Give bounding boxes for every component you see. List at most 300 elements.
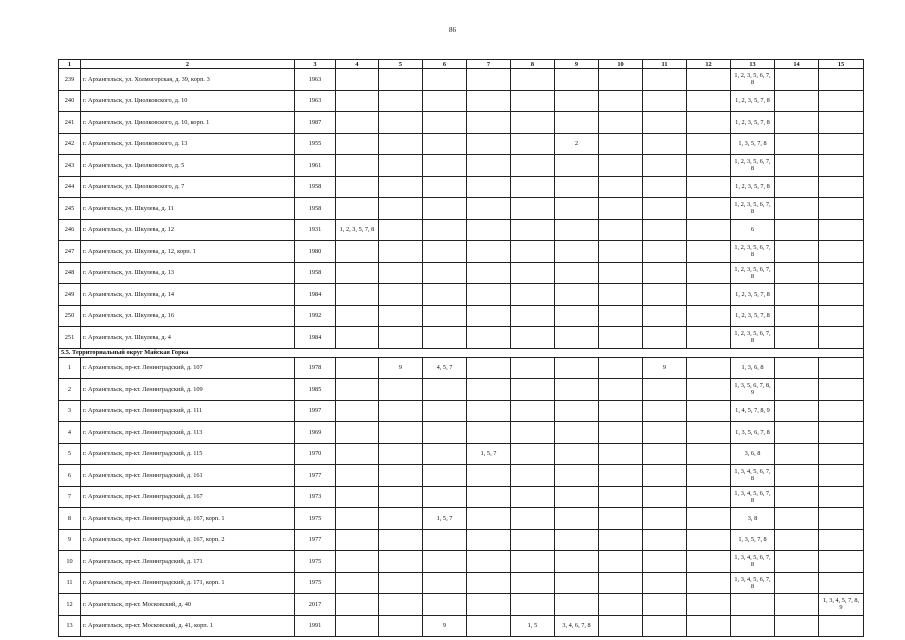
table-cell — [643, 400, 687, 422]
table-cell — [643, 572, 687, 594]
table-body-mayskaya-gorka — [59, 357, 864, 637]
table-cell — [379, 615, 423, 637]
column-header: 14 — [775, 60, 819, 69]
table-cell — [819, 379, 864, 401]
table-row — [59, 465, 864, 487]
table-cell — [379, 572, 423, 594]
table-cell: 1, 2, 3, 5, 6, 7, 8 — [731, 262, 775, 284]
table-cell — [379, 90, 423, 112]
table-row — [59, 284, 864, 306]
table-cell — [379, 262, 423, 284]
table-cell — [643, 133, 687, 155]
table-cell: 1, 4, 5, 7, 8, 9 — [731, 400, 775, 422]
table-cell — [687, 529, 731, 551]
table-cell — [336, 327, 379, 349]
year-cell: 1984 — [295, 327, 336, 349]
table-row — [59, 112, 864, 134]
table-cell — [599, 529, 643, 551]
table-cell — [775, 133, 819, 155]
table-cell: 2 — [555, 133, 599, 155]
address-cell: г. Архангельск, ул. Шкулева, д. 11 — [81, 198, 295, 220]
table-cell — [819, 572, 864, 594]
table-cell — [336, 133, 379, 155]
table-cell — [819, 400, 864, 422]
table-cell — [379, 551, 423, 573]
page-number: 86 — [449, 26, 456, 34]
table-row — [59, 379, 864, 401]
table-cell: 3, 4, 6, 7, 8 — [555, 615, 599, 637]
table-cell: 1, 3, 4, 5, 6, 7, 8 — [731, 486, 775, 508]
year-cell: 1975 — [295, 551, 336, 573]
table-cell — [511, 69, 555, 91]
table-cell — [555, 262, 599, 284]
column-header: 11 — [643, 60, 687, 69]
row-number-cell: 1 — [59, 357, 81, 379]
table-cell — [731, 594, 775, 616]
address-cell: г. Архангельск, пр-кт. Ленинградский, д. 171 — [81, 551, 295, 573]
table-cell — [643, 529, 687, 551]
section-title: 5.5. Территориальный округ Майская Горка — [59, 348, 864, 357]
table-cell — [336, 615, 379, 637]
table-cell — [599, 241, 643, 263]
table-cell — [643, 176, 687, 198]
table-cell — [467, 198, 511, 220]
table-cell — [555, 112, 599, 134]
table-cell — [643, 508, 687, 530]
table-cell — [775, 486, 819, 508]
table-cell — [379, 443, 423, 465]
table-cell — [423, 327, 467, 349]
row-number-cell: 7 — [59, 486, 81, 508]
table-cell — [423, 155, 467, 177]
table-cell — [511, 508, 555, 530]
table-cell — [336, 198, 379, 220]
table-cell — [511, 529, 555, 551]
table-cell: 1, 2, 3, 5, 7, 8 — [731, 176, 775, 198]
year-cell: 1963 — [295, 90, 336, 112]
table-cell — [819, 284, 864, 306]
column-header: 13 — [731, 60, 775, 69]
table-row — [59, 198, 864, 220]
table-cell — [379, 400, 423, 422]
table-cell — [599, 90, 643, 112]
table-cell — [555, 90, 599, 112]
table-cell — [643, 262, 687, 284]
table-cell — [555, 529, 599, 551]
table-cell — [423, 400, 467, 422]
table-cell — [687, 422, 731, 444]
table-cell — [511, 284, 555, 306]
table-row — [59, 305, 864, 327]
table-cell — [423, 443, 467, 465]
table-cell — [511, 422, 555, 444]
table-cell — [423, 176, 467, 198]
address-cell: г. Архангельск, ул. Шкулева, д. 16 — [81, 305, 295, 327]
table-cell — [467, 241, 511, 263]
table-cell — [819, 155, 864, 177]
table-cell — [467, 69, 511, 91]
row-number-cell: 245 — [59, 198, 81, 220]
table-cell — [379, 465, 423, 487]
table-cell — [775, 594, 819, 616]
table-cell — [599, 615, 643, 637]
table-cell — [643, 327, 687, 349]
table-cell — [423, 465, 467, 487]
table-cell — [379, 198, 423, 220]
table-cell — [819, 529, 864, 551]
address-cell: г. Архангельск, пр-кт. Ленинградский, д. 167 — [81, 486, 295, 508]
column-header: 5 — [379, 60, 423, 69]
table-cell: 1, 3, 4, 5, 6, 7, 8 — [731, 551, 775, 573]
table-cell — [336, 529, 379, 551]
row-number-cell: 12 — [59, 594, 81, 616]
table-cell — [599, 594, 643, 616]
year-cell: 1977 — [295, 529, 336, 551]
table-cell — [423, 379, 467, 401]
table-cell — [687, 443, 731, 465]
table-cell — [379, 112, 423, 134]
address-cell: г. Архангельск, ул. Шкулева, д. 4 — [81, 327, 295, 349]
table-cell — [775, 508, 819, 530]
table-cell — [599, 443, 643, 465]
year-cell: 1975 — [295, 508, 336, 530]
year-cell: 1997 — [295, 400, 336, 422]
table-cell — [775, 305, 819, 327]
table-cell — [511, 90, 555, 112]
table-cell — [643, 551, 687, 573]
table-cell — [687, 327, 731, 349]
year-cell: 1984 — [295, 284, 336, 306]
table-cell: 1, 3, 5, 7, 8 — [731, 133, 775, 155]
row-number-cell: 6 — [59, 465, 81, 487]
table-cell — [599, 155, 643, 177]
table-cell — [467, 572, 511, 594]
table-cell — [775, 443, 819, 465]
table-cell — [687, 379, 731, 401]
row-number-cell: 243 — [59, 155, 81, 177]
table-cell — [643, 198, 687, 220]
table-cell — [819, 69, 864, 91]
table-cell — [379, 529, 423, 551]
year-cell: 1978 — [295, 357, 336, 379]
table-cell — [643, 241, 687, 263]
table-cell — [687, 241, 731, 263]
table-cell — [511, 176, 555, 198]
table-cell — [687, 90, 731, 112]
table-cell — [819, 465, 864, 487]
table-cell — [511, 465, 555, 487]
table-cell — [379, 219, 423, 241]
table-cell — [467, 551, 511, 573]
table-cell — [336, 379, 379, 401]
table-cell — [775, 198, 819, 220]
row-number-cell: 248 — [59, 262, 81, 284]
address-cell: г. Архангельск, ул. Шкулева, д. 14 — [81, 284, 295, 306]
table-cell — [511, 112, 555, 134]
table-cell: 1, 3, 6, 8 — [731, 357, 775, 379]
table-cell: 1, 3, 4, 5, 6, 7, 8 — [731, 572, 775, 594]
row-number-cell: 242 — [59, 133, 81, 155]
table-cell — [599, 572, 643, 594]
buildings-table — [58, 59, 864, 637]
table-cell: 1, 3, 5, 7, 8 — [731, 529, 775, 551]
table-cell — [423, 112, 467, 134]
table-cell: 6 — [731, 219, 775, 241]
row-number-cell: 244 — [59, 176, 81, 198]
header-row — [59, 60, 864, 69]
table-row — [59, 594, 864, 616]
table-cell — [511, 594, 555, 616]
address-cell: г. Архангельск, пр-кт. Ленинградский, д. 111 — [81, 400, 295, 422]
table-cell — [555, 594, 599, 616]
table-cell — [599, 112, 643, 134]
table-cell: 1, 5, 7 — [423, 508, 467, 530]
table-cell — [687, 198, 731, 220]
table-cell — [379, 155, 423, 177]
address-cell: г. Архангельск, пр-кт. Ленинградский, д. 109 — [81, 379, 295, 401]
row-number-cell: 3 — [59, 400, 81, 422]
table-row — [59, 508, 864, 530]
table-cell — [643, 422, 687, 444]
address-cell: г. Архангельск, ул. Циолковского, д. 10, корп. 1 — [81, 112, 295, 134]
table-cell — [819, 262, 864, 284]
table-cell — [511, 198, 555, 220]
table-row — [59, 155, 864, 177]
table-row — [59, 327, 864, 349]
table-cell: 9 — [643, 357, 687, 379]
table-cell — [687, 615, 731, 637]
table-cell — [467, 594, 511, 616]
table-cell — [775, 551, 819, 573]
table-cell — [379, 176, 423, 198]
table-cell — [467, 112, 511, 134]
column-header: 2 — [81, 60, 295, 69]
table-cell — [555, 508, 599, 530]
table-cell — [336, 262, 379, 284]
column-header: 12 — [687, 60, 731, 69]
table-cell — [423, 90, 467, 112]
row-number-cell: 11 — [59, 572, 81, 594]
table-cell — [555, 305, 599, 327]
table-cell — [555, 241, 599, 263]
table-cell — [819, 112, 864, 134]
row-number-cell: 13 — [59, 615, 81, 637]
table-cell — [511, 551, 555, 573]
year-cell: 1987 — [295, 112, 336, 134]
table-cell — [775, 357, 819, 379]
table-cell — [599, 486, 643, 508]
table-cell — [336, 594, 379, 616]
address-cell: г. Архангельск, пр-кт. Московский, д. 41, корп. 1 — [81, 615, 295, 637]
table-cell: 1, 2, 3, 5, 7, 8 — [731, 112, 775, 134]
table-cell: 1, 2, 3, 5, 6, 7, 8 — [731, 155, 775, 177]
table-cell — [555, 465, 599, 487]
table-cell — [379, 241, 423, 263]
table-cell — [423, 594, 467, 616]
table-cell: 1, 3, 4, 5, 7, 8, 9 — [819, 594, 864, 616]
table-row — [59, 615, 864, 637]
table-cell — [687, 262, 731, 284]
row-number-cell: 246 — [59, 219, 81, 241]
table-cell — [511, 443, 555, 465]
table-cell — [423, 241, 467, 263]
table-cell — [467, 176, 511, 198]
address-cell: г. Архангельск, пр-кт. Ленинградский, д. 167, корп. 2 — [81, 529, 295, 551]
row-number-cell: 247 — [59, 241, 81, 263]
table-cell — [467, 155, 511, 177]
address-cell: г. Архангельск, пр-кт. Ленинградский, д. 115 — [81, 443, 295, 465]
table-cell — [599, 551, 643, 573]
table-cell — [467, 219, 511, 241]
table-cell — [336, 486, 379, 508]
table-cell — [379, 305, 423, 327]
year-cell: 1992 — [295, 305, 336, 327]
table-cell — [775, 90, 819, 112]
table-cell — [819, 198, 864, 220]
table-cell — [819, 133, 864, 155]
table-cell: 1, 3, 5, 6, 7, 8, 9 — [731, 379, 775, 401]
year-cell: 1958 — [295, 198, 336, 220]
column-header: 7 — [467, 60, 511, 69]
table-row — [59, 69, 864, 91]
table-cell — [599, 357, 643, 379]
table-cell — [775, 615, 819, 637]
table-cell — [819, 551, 864, 573]
table-cell — [819, 422, 864, 444]
address-cell: г. Архангельск, ул. Шкулева, д. 12 — [81, 219, 295, 241]
table-cell — [599, 400, 643, 422]
table-row — [59, 90, 864, 112]
table-cell — [643, 69, 687, 91]
table-row — [59, 241, 864, 263]
table-cell — [336, 508, 379, 530]
table-cell — [467, 508, 511, 530]
year-cell: 1963 — [295, 69, 336, 91]
table-cell: 1, 2, 3, 5, 6, 7, 8 — [731, 327, 775, 349]
table-cell — [511, 305, 555, 327]
table-cell: 1, 2, 3, 5, 6, 7, 8 — [731, 69, 775, 91]
row-number-cell: 9 — [59, 529, 81, 551]
table-cell — [555, 357, 599, 379]
table-cell — [336, 69, 379, 91]
table-cell — [775, 529, 819, 551]
table-row — [59, 422, 864, 444]
table-cell — [555, 379, 599, 401]
row-number-cell: 240 — [59, 90, 81, 112]
table-section — [59, 348, 864, 357]
table-cell: 1, 3, 4, 5, 6, 7, 8 — [731, 465, 775, 487]
table-cell — [555, 155, 599, 177]
table-cell — [819, 508, 864, 530]
table-cell — [511, 133, 555, 155]
table-cell — [511, 357, 555, 379]
table-cell — [555, 69, 599, 91]
table-cell — [775, 219, 819, 241]
table-cell — [643, 90, 687, 112]
table-row — [59, 133, 864, 155]
table-cell — [643, 155, 687, 177]
table-cell — [643, 486, 687, 508]
table-cell: 4, 5, 7 — [423, 357, 467, 379]
column-header: 1 — [59, 60, 81, 69]
column-header: 10 — [599, 60, 643, 69]
year-cell: 1970 — [295, 443, 336, 465]
address-cell: г. Архангельск, ул. Холмогорская, д. 39, корп. 3 — [81, 69, 295, 91]
table-cell — [336, 400, 379, 422]
table-cell — [599, 284, 643, 306]
table-cell — [336, 241, 379, 263]
table-cell — [599, 508, 643, 530]
table-cell — [379, 508, 423, 530]
year-cell: 1980 — [295, 241, 336, 263]
table-cell — [687, 133, 731, 155]
table-cell — [687, 155, 731, 177]
year-cell: 1961 — [295, 155, 336, 177]
table-cell — [423, 133, 467, 155]
table-cell — [687, 176, 731, 198]
row-number-cell: 5 — [59, 443, 81, 465]
table-cell — [336, 551, 379, 573]
row-number-cell: 10 — [59, 551, 81, 573]
table-cell — [687, 400, 731, 422]
address-cell: г. Архангельск, ул. Шкулева, д. 12, корп. 1 — [81, 241, 295, 263]
table-cell — [336, 176, 379, 198]
table-cell — [599, 219, 643, 241]
year-cell: 1931 — [295, 219, 336, 241]
column-header: 15 — [819, 60, 864, 69]
address-cell: г. Архангельск, пр-кт. Ленинградский, д. 107 — [81, 357, 295, 379]
address-cell: г. Архангельск, пр-кт. Ленинградский, д. 171, корп. 1 — [81, 572, 295, 594]
table-cell — [775, 262, 819, 284]
table-row — [59, 443, 864, 465]
table-cell — [511, 219, 555, 241]
table-cell — [819, 357, 864, 379]
table-cell — [775, 465, 819, 487]
row-number-cell: 2 — [59, 379, 81, 401]
table-cell: 1, 2, 3, 5, 7, 8 — [731, 305, 775, 327]
table-cell — [775, 284, 819, 306]
table-cell — [336, 465, 379, 487]
table-cell — [423, 422, 467, 444]
table-cell: 3, 6, 8 — [731, 443, 775, 465]
table-cell — [336, 112, 379, 134]
table-cell — [379, 327, 423, 349]
table-cell — [819, 615, 864, 637]
table-cell — [599, 69, 643, 91]
address-cell: г. Архангельск, ул. Циолковского, д. 13 — [81, 133, 295, 155]
table-cell — [599, 327, 643, 349]
table-cell — [467, 133, 511, 155]
table-cell — [555, 400, 599, 422]
table-cell — [775, 327, 819, 349]
year-cell: 1975 — [295, 572, 336, 594]
year-cell: 1991 — [295, 615, 336, 637]
table-cell — [467, 284, 511, 306]
column-header: 6 — [423, 60, 467, 69]
table-cell: 1, 5 — [511, 615, 555, 637]
column-header: 8 — [511, 60, 555, 69]
table-cell — [643, 305, 687, 327]
table-cell — [379, 422, 423, 444]
table-cell — [467, 379, 511, 401]
table-cell — [599, 465, 643, 487]
table-cell — [687, 112, 731, 134]
section-row — [59, 348, 864, 357]
table-cell — [599, 198, 643, 220]
table-cell — [687, 219, 731, 241]
table-cell — [511, 486, 555, 508]
table-cell — [775, 155, 819, 177]
